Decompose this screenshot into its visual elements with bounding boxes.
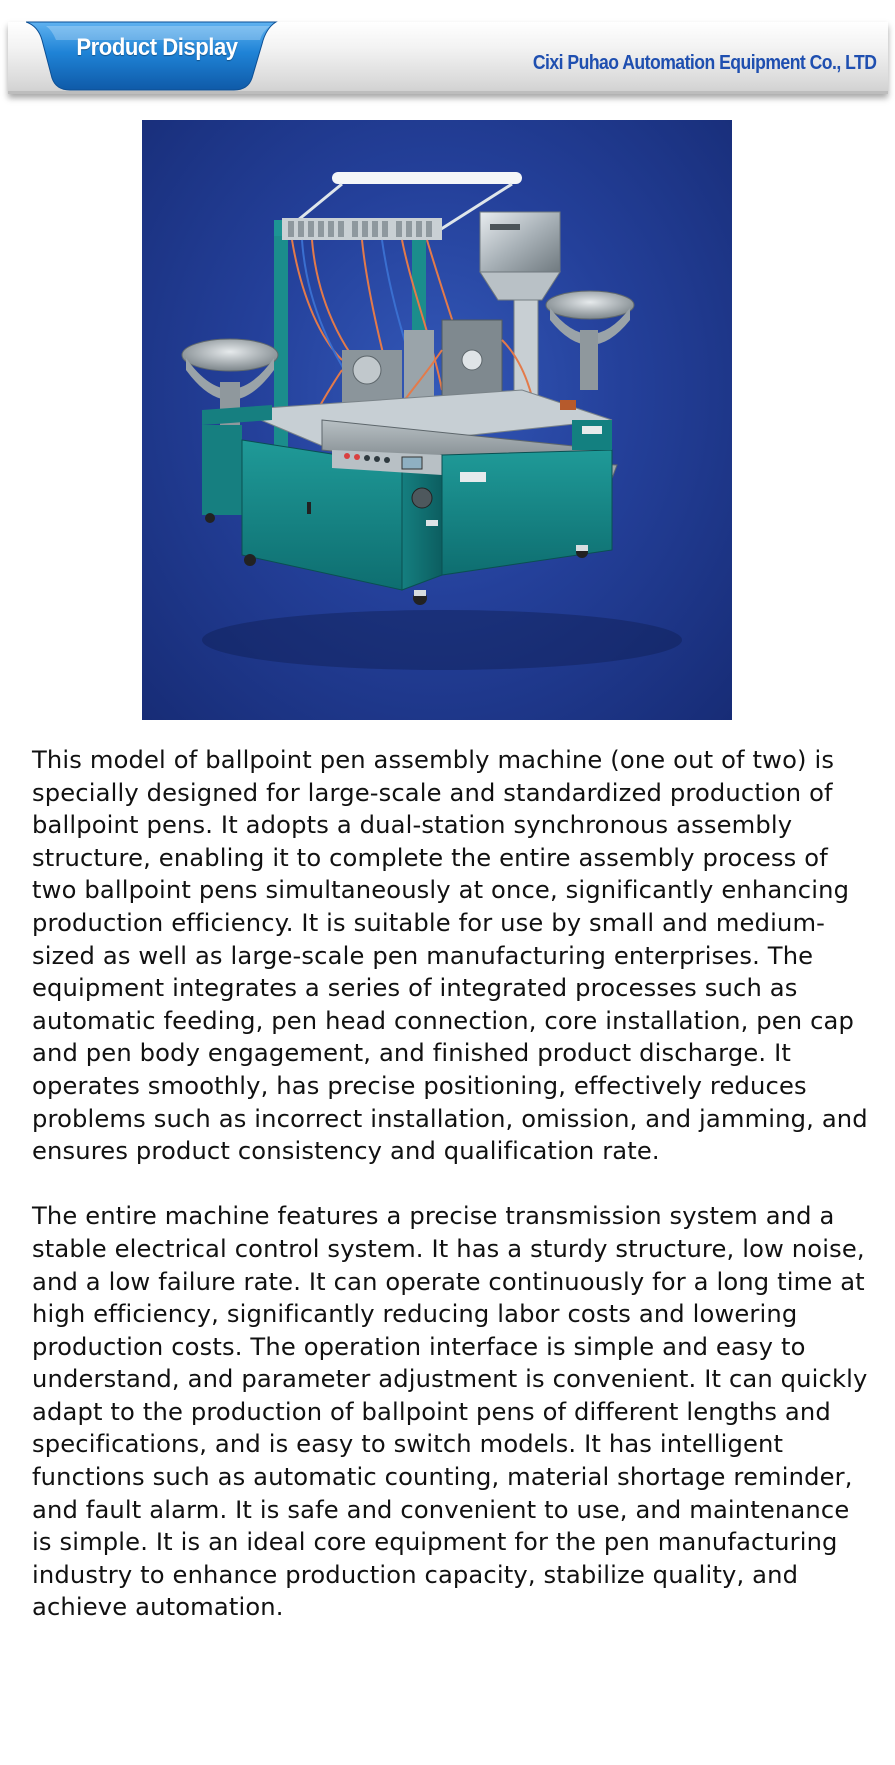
product-display-tab[interactable] [26,14,288,98]
product-photo [142,120,732,720]
header-banner [8,22,888,94]
product-description [32,744,872,1624]
tab-label: Product Display [76,34,238,61]
ballpoint-pen-assembly-machine-photo [142,120,732,720]
description-paragraph-2: The entire machine features a precise transmission system and a stable electrical control system. It has a sturdy structure, low noise, and a low failure rate. It can operate continuously for a long time at high efficiency, significantly reducing labor costs and lowering production costs. The operation interface is simple and easy to understand, and parameter adjustment is convenient. It can quickly adapt to the production of ballpoint pens of different lengths and specifications, and is easy to switch models. It has intelligent functions such as automatic counting, material shortage reminder, and fault alarm. It is safe and convenient to use, and maintenance is simple. It is an ideal core equipment for the pen manufacturing industry to enhance production capacity, stabilize quality, and achieve automation. [32,1202,868,1622]
company-name: Cixi Puhao Automation Equipment Co., LTD [532,52,876,74]
description-paragraph-1: This model of ballpoint pen assembly machine (one out of two) is specially designed for large-scale and standardized production of ballpoint pens. It adopts a dual-station synchronous assembly structure, enabling it to complete the entire assembly process of two ballpoint pens simultaneously at once, significantly enhancing production efficiency. It is suitable for use by small and medium-sized as well as large-scale pen manufacturing enterprises. The equipment integrates a series of integrated processes such as automatic feeding, pen head connection, core installation, pen cap and pen body engagement, and finished product discharge. It operates smoothly, has precise positioning, effectively reduces problems such as incorrect installation, omission, and jamming, and ensures product consistency and qualification rate. [32,746,868,1166]
